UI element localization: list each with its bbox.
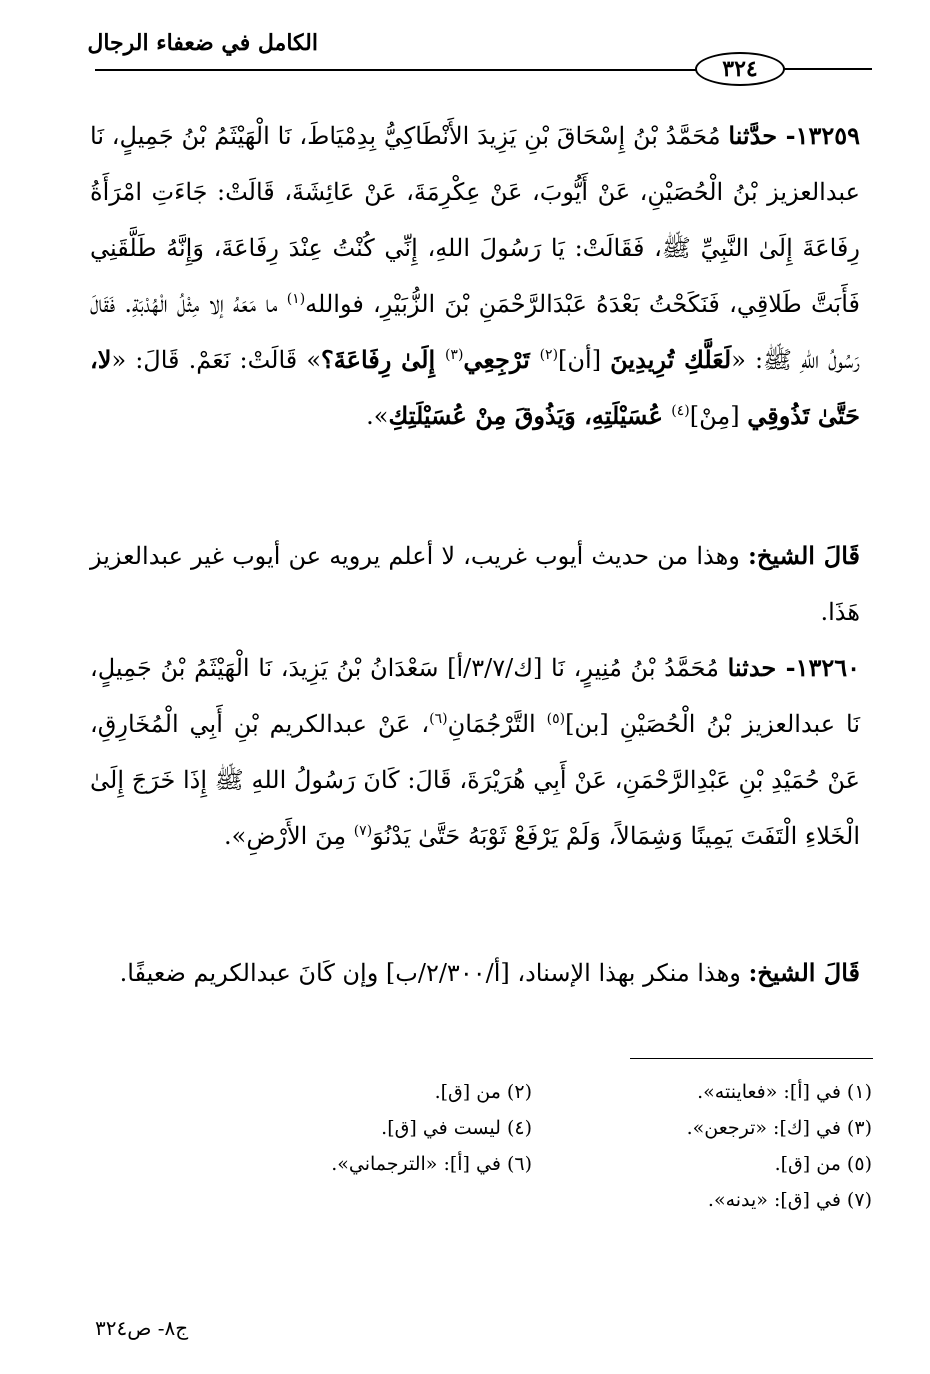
footnotes [252,1075,872,1217]
hadith-intro: ١٣٢٦٠- حدثنا [727,653,861,682]
footnote-ref: (٤) [671,403,690,419]
comment-label: قَالَ الشيخ: [747,541,861,570]
hadith-text: مِنَ الأَرْضِ». [224,822,354,850]
sheikh-comment-1 [90,528,860,640]
hadith-text: ، عَنْ عبدالكريم بْنِ أَبِي الْمُخَارِقِ، عَنْ حُمَيْدِ بْنِ عَبْدِالرَّحْمَنِ، عَنْ أَبِي هُرَيْرَةَ، قَالَ: كَانَ رَسُولُ اللهِ ﷺ إِذَا خَرَجَ إِلَىٰ الْخَلاءِ الْتَفَتَ يَمِينًا وَشِمَالاً، وَلَمْ يَرْفَعْ ثَوْبَهُ حَتَّىٰ يَدْنُوَ [90,710,860,850]
footnote-4: (٤) ليست في [ق]. [381,1117,532,1139]
volume-page-reference: ج٨- ص٣٢٤ [95,1316,189,1340]
hadith-text: [أن] [558,346,611,374]
hadith-text: مُحَمَّدُ بْنُ مُنِيرٍ، نَا [ك/٣/٧/أ] سَعْدَانُ بْنُ يَزِيدَ، نَا الْهَيْثَمُ بْنُ جَمِيلٍ، نَا عبدالعزيز بْنُ الْحُصَيْنِ [بن] [90,654,860,738]
footnote-ref: (٢) [539,347,559,363]
hadith-text: [مِنْ] [689,402,748,430]
footnote-7: (٧) في [ق]: «يدنه». [707,1189,872,1211]
footnote-2: (٢) من [ق]. [434,1081,532,1103]
header-rule [95,69,697,71]
footnote-ref: (٣) [444,347,464,363]
hadith-matn: تَرْجِعِي [463,345,540,374]
comment-text: وهذا من حديث أيوب غريب، لا أعلم يرويه عن أيوب غير عبدالعزيز هَذَا. [90,542,860,626]
hadith-matn: لَعَلَّكِ تُرِيدِينَ [610,345,732,374]
hadith-13259 [90,108,860,444]
hadith-13260 [90,640,860,864]
hadith-matn: إِلَىٰ رِفَاعَةَ؟ [321,345,445,374]
footnote-ref: (١) [286,291,306,307]
hadith-text: مُحَمَّدُ بْنُ إِسْحَاقَ بْنِ يَزِيدَ الأَنْطَاكِيُّ بِدِمْيَاطَ، نَا الْهَيْثَمُ بْنُ جَمِيلٍ، نَا عبدالعزيز بْنُ الْحُصَيْنِ، عَنْ أَيُّوبَ، عَنْ عِكْرِمَةَ، عَنْ عَائِشَةَ، قَالَتْ: جَاءَتِ امْرَأَةُ رِفَاعَةَ إِلَىٰ النَّبِيِّ ﷺ، فَقَالَتْ: يَا رَسُولَ اللهِ، إِنِّي كُنْتُ عِنْدَ رِفَاعَةَ، وَإِنَّهُ طَلَّقَنِي فَأَبَتَّ طَلاقِي، فَنَكَحْتُ بَعْدَهُ عَبْدَالرَّحْمَنِ بْنَ الزُّبَيْرِ، فوالله [90,122,860,318]
hadith-text: ». [366,402,389,430]
book-title: الكامل في ضعفاء الرجال [87,30,318,56]
footnote-ref: (٦) [429,711,448,727]
sheikh-comment-2 [90,945,860,1001]
header-rule-right [782,68,872,70]
hadith-text: ما مَعَهُ إلا مِثْلُ الْهُدْبَةِ. فَقَالَ رَسُولُ اللهِ ﷺ: « [90,290,861,374]
hadith-text: » قَالَتْ: نَعَمْ. قَالَ: « [111,346,322,374]
footnote-6: (٦) في [أ]: «الترجماني». [331,1153,532,1175]
hadith-intro: ١٣٢٥٩- حدَّثنا [728,121,861,150]
hadith-text: التَّرْجُمَانِ [447,710,547,738]
comment-label: قَالَ الشيخ: [748,958,860,987]
footnote-5: (٥) من [ق]. [774,1153,872,1175]
footnote-3: (٣) في [ك]: «ترجعن». [686,1117,872,1139]
hadith-matn: عُسَيْلَتِهِ، وَيَذُوقَ مِنْ عُسَيْلَتِكِ [388,401,672,430]
hadith-matn: لا، حَتَّىٰ تَذُوقِي [90,345,860,430]
footnote-separator [630,1058,873,1059]
footnote-ref: (٥) [546,711,566,727]
footnote-1: (١) في [أ]: «فعاينته». [697,1081,872,1103]
footnote-ref: (٧) [353,823,373,839]
comment-text: وهذا منكر بهذا الإسناد، [أ/٢/٣٠٠/ب] وإن كَانَ عبدالكريم ضعيفًا. [119,959,749,987]
page-number-badge: ٣٢٤ [695,52,785,86]
